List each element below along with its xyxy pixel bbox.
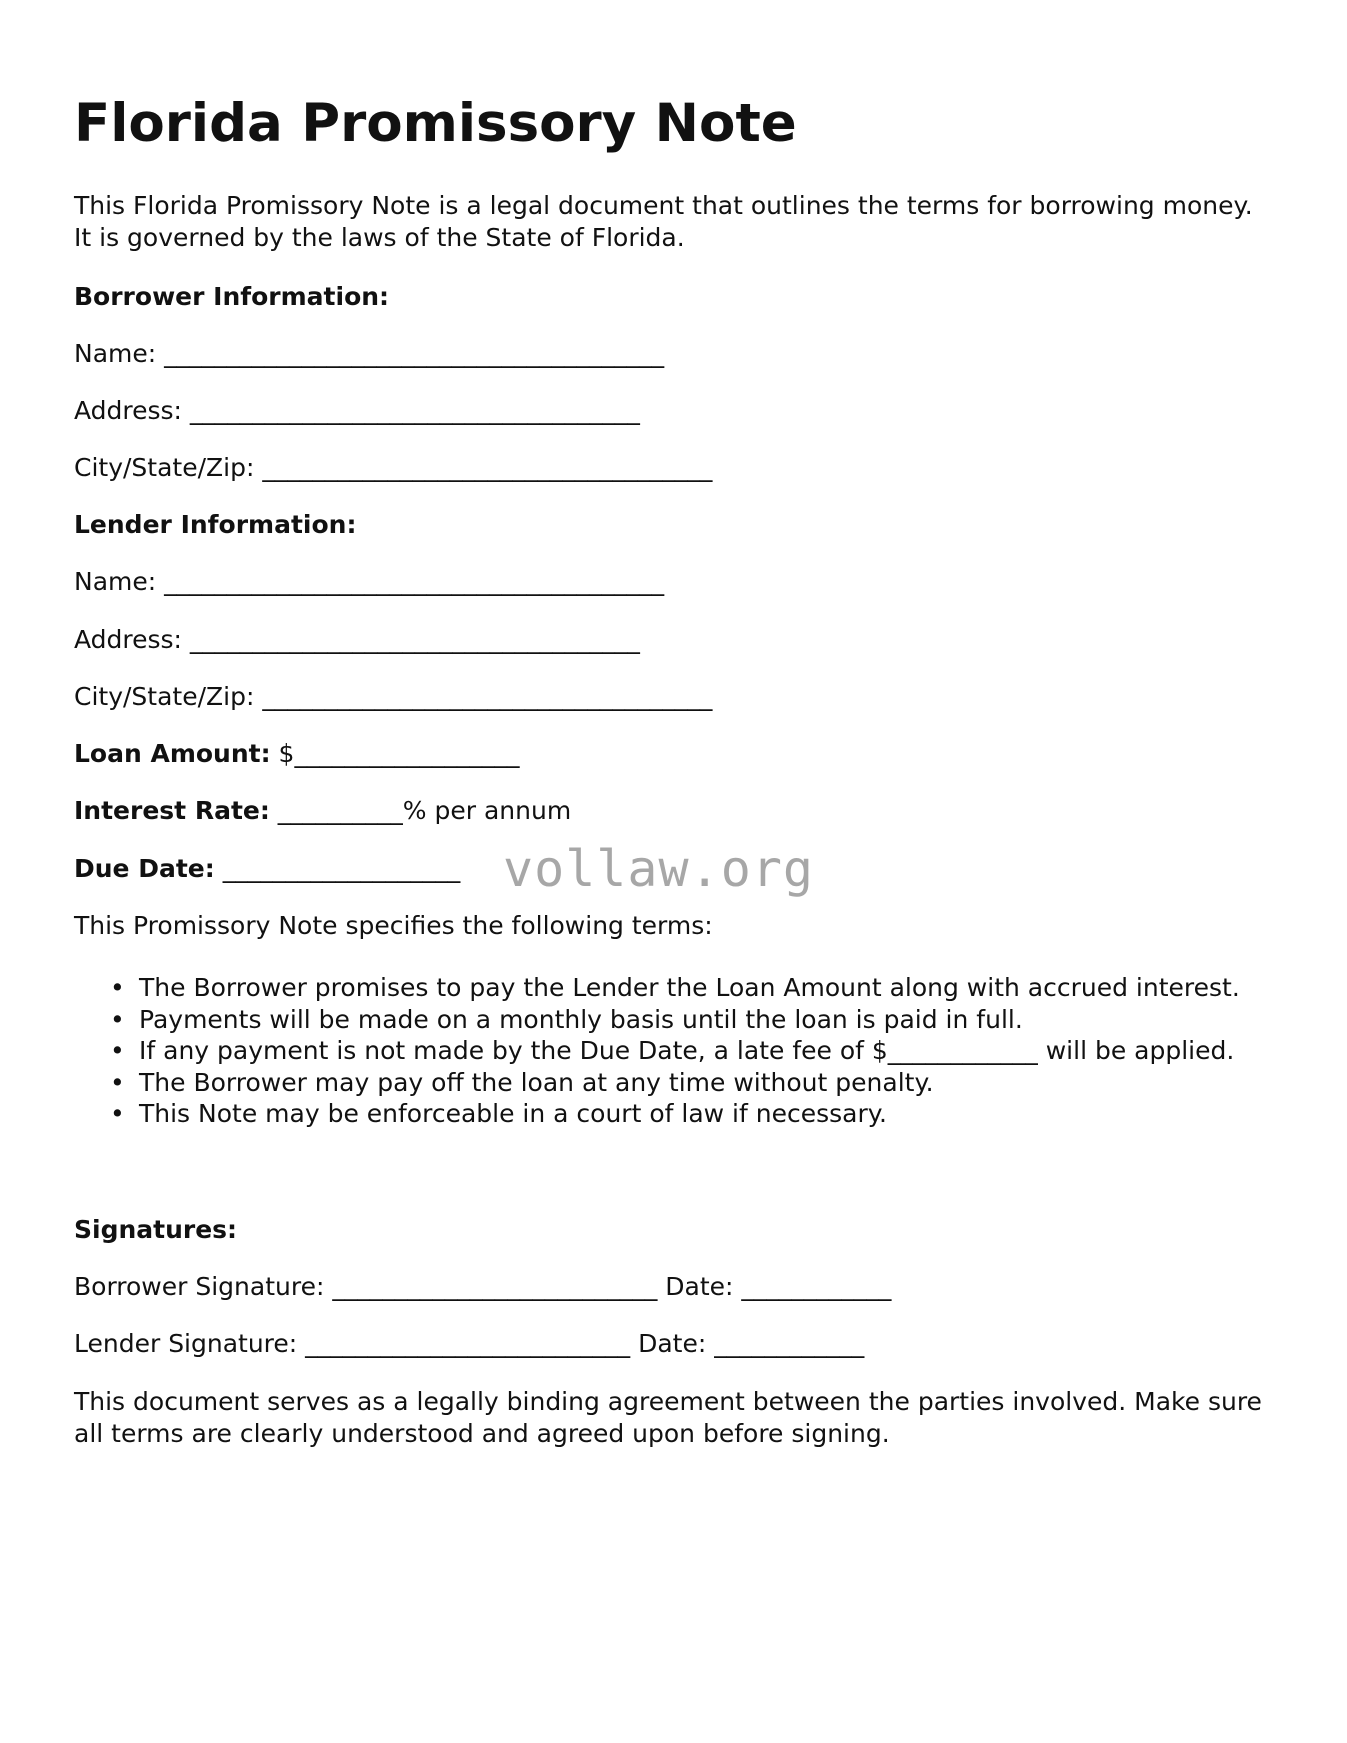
loan-amount-field[interactable]: $__________________ — [270, 739, 520, 768]
intro-paragraph: This Florida Promissory Note is a legal document that outlines the terms for borrowing money. It is governed by the laws of the State of Florida. — [74, 191, 1253, 252]
lender-city-field[interactable]: City/State/Zip: ____________________________________ — [74, 682, 713, 711]
lender-name-field[interactable]: Name: ________________________________________ — [74, 567, 665, 596]
page-title: Florida Promissory Note — [74, 93, 797, 154]
borrower-address-field[interactable]: Address: ____________________________________ — [74, 396, 640, 425]
due-date-label: Due Date: — [74, 854, 215, 883]
term-item — [110, 1067, 1274, 1099]
bullet-icon: • — [110, 1036, 125, 1065]
term-text: The Borrower promises to pay the Lender the Loan Amount along with accrued interest. — [139, 973, 1240, 1002]
borrower-city-field[interactable]: City/State/Zip: ____________________________________ — [74, 453, 713, 482]
lender-signature-row[interactable]: Lender Signature: __________________________ Date: ____________ — [74, 1329, 865, 1358]
loan-amount-label: Loan Amount: — [74, 739, 271, 768]
watermark: vollaw.org — [503, 840, 815, 898]
lender-address-field[interactable]: Address: ____________________________________ — [74, 625, 640, 654]
bullet-icon: • — [110, 973, 125, 1002]
term-text: If any payment is not made by the Due Date, a late fee of $____________ will be applied. — [139, 1036, 1235, 1065]
borrower-signature-row[interactable]: Borrower Signature: __________________________ Date: ____________ — [74, 1272, 892, 1301]
term-item — [110, 1035, 1274, 1067]
term-item — [110, 1004, 1274, 1036]
borrower-name-field[interactable]: Name: ________________________________________ — [74, 339, 665, 368]
closing-paragraph: This document serves as a legally binding agreement between the parties involved. Make sure all terms are clearly understood and agreed upon before signing. — [74, 1387, 1262, 1448]
signatures-heading: Signatures: — [74, 1215, 238, 1244]
due-date-field[interactable]: ___________________ — [214, 854, 461, 883]
interest-rate-field[interactable]: __________% per annum — [269, 796, 572, 825]
term-text: The Borrower may pay off the loan at any time without penalty. — [139, 1067, 934, 1097]
terms-list — [74, 972, 1274, 1130]
lender-heading: Lender Information: — [74, 510, 357, 539]
due-date-row — [74, 853, 460, 885]
terms-intro: This Promissory Note specifies the following terms: — [74, 911, 713, 940]
bullet-icon: • — [110, 1004, 125, 1034]
loan-amount-row — [74, 738, 519, 770]
interest-rate-row — [74, 795, 571, 827]
interest-rate-label: Interest Rate: — [74, 796, 270, 825]
bullet-icon: • — [110, 1099, 125, 1128]
bullet-icon: • — [110, 1067, 125, 1097]
term-text: This Note may be enforceable in a court of law if necessary. — [139, 1099, 887, 1128]
term-text: Payments will be made on a monthly basis until the loan is paid in full. — [139, 1004, 1023, 1034]
borrower-heading: Borrower Information: — [74, 282, 390, 311]
term-item — [110, 972, 1274, 1004]
term-item — [110, 1098, 1274, 1130]
